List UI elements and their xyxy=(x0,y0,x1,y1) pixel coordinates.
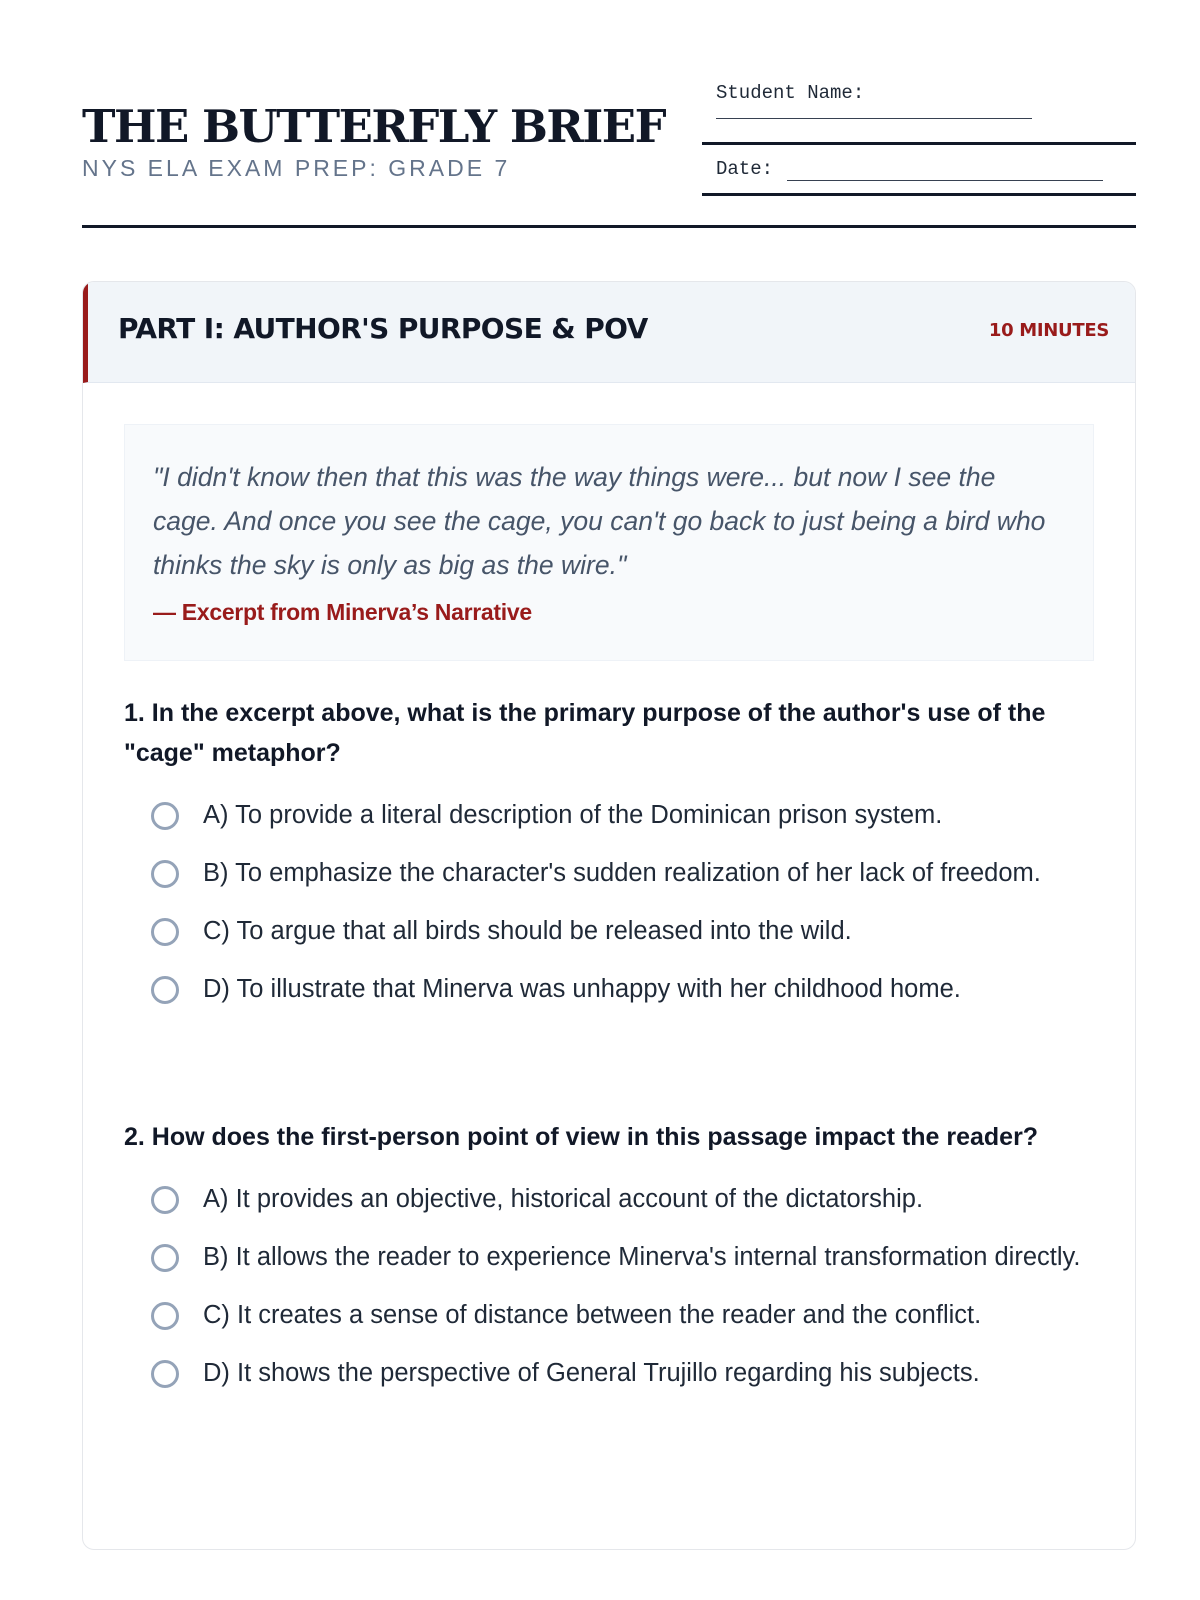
student-fields xyxy=(702,78,1136,196)
excerpt-source: — Excerpt from Minerva’s Narrative xyxy=(153,599,532,625)
excerpt-box xyxy=(124,424,1094,661)
answer-option-d[interactable] xyxy=(124,1353,1114,1393)
date-blank[interactable] xyxy=(787,158,1103,181)
radio-button[interactable] xyxy=(151,976,179,1004)
radio-button[interactable] xyxy=(151,860,179,888)
option-label: D) It shows the perspective of General Trujillo regarding his subjects. xyxy=(203,1359,980,1387)
worksheet-header xyxy=(82,0,1136,228)
answer-option-b[interactable] xyxy=(124,1237,1114,1277)
time-badge: 10 MINUTES xyxy=(988,320,1109,341)
question-text: 1. In the excerpt above, what is the primary purpose of the author's use of the "cage" metaphor? xyxy=(124,699,1046,767)
student-name-label: Student Name: xyxy=(716,82,865,104)
answer-option-d[interactable] xyxy=(124,969,1114,1009)
option-label: A) To provide a literal description of the Dominican prison system. xyxy=(203,801,943,829)
student-name-field[interactable] xyxy=(702,78,1136,145)
option-label: B) To emphasize the character's sudden realization of her lack of freedom. xyxy=(203,859,1041,887)
option-label: D) To illustrate that Minerva was unhappy with her childhood home. xyxy=(203,975,961,1003)
excerpt-quote: "I didn't know then that this was the way things were... but now I see the cage. And once you see the cage, you can't go back to just being a bird who thinks the sky is only as big as the wire." xyxy=(153,462,1046,580)
student-name-blank[interactable] xyxy=(716,118,1032,119)
brand-block xyxy=(82,100,666,181)
radio-button[interactable] xyxy=(151,918,179,946)
answer-option-c[interactable] xyxy=(124,1295,1114,1335)
part-title: PART I: AUTHOR'S PURPOSE & POV xyxy=(118,312,648,345)
option-label: B) It allows the reader to experience Minerva's internal transformation directly. xyxy=(203,1243,1081,1271)
part-header xyxy=(83,282,1135,383)
question-1 xyxy=(124,693,1114,1027)
radio-button[interactable] xyxy=(151,1186,179,1214)
answer-options xyxy=(124,795,1114,1009)
part-one-card xyxy=(82,281,1136,1550)
worksheet-title: THE BUTTERFLY BRIEF xyxy=(82,100,666,153)
question-2 xyxy=(124,1117,1114,1411)
question-text: 2. How does the first-person point of view in this passage impact the reader? xyxy=(124,1123,1039,1151)
date-field[interactable] xyxy=(702,145,1136,196)
radio-button[interactable] xyxy=(151,1244,179,1272)
option-label: C) To argue that all birds should be released into the wild. xyxy=(203,917,852,945)
option-label: C) It creates a sense of distance between the reader and the conflict. xyxy=(203,1301,982,1329)
answer-options xyxy=(124,1179,1114,1393)
answer-option-c[interactable] xyxy=(124,911,1114,951)
option-label: A) It provides an objective, historical account of the dictatorship. xyxy=(203,1185,924,1213)
radio-button[interactable] xyxy=(151,802,179,830)
worksheet-subtitle: NYS ELA EXAM PREP: GRADE 7 xyxy=(82,155,511,181)
answer-option-a[interactable] xyxy=(124,1179,1114,1219)
radio-button[interactable] xyxy=(151,1302,179,1330)
answer-option-b[interactable] xyxy=(124,853,1114,893)
date-label: Date: xyxy=(716,158,774,180)
radio-button[interactable] xyxy=(151,1360,179,1388)
answer-option-a[interactable] xyxy=(124,795,1114,835)
worksheet-page xyxy=(82,0,1136,1387)
